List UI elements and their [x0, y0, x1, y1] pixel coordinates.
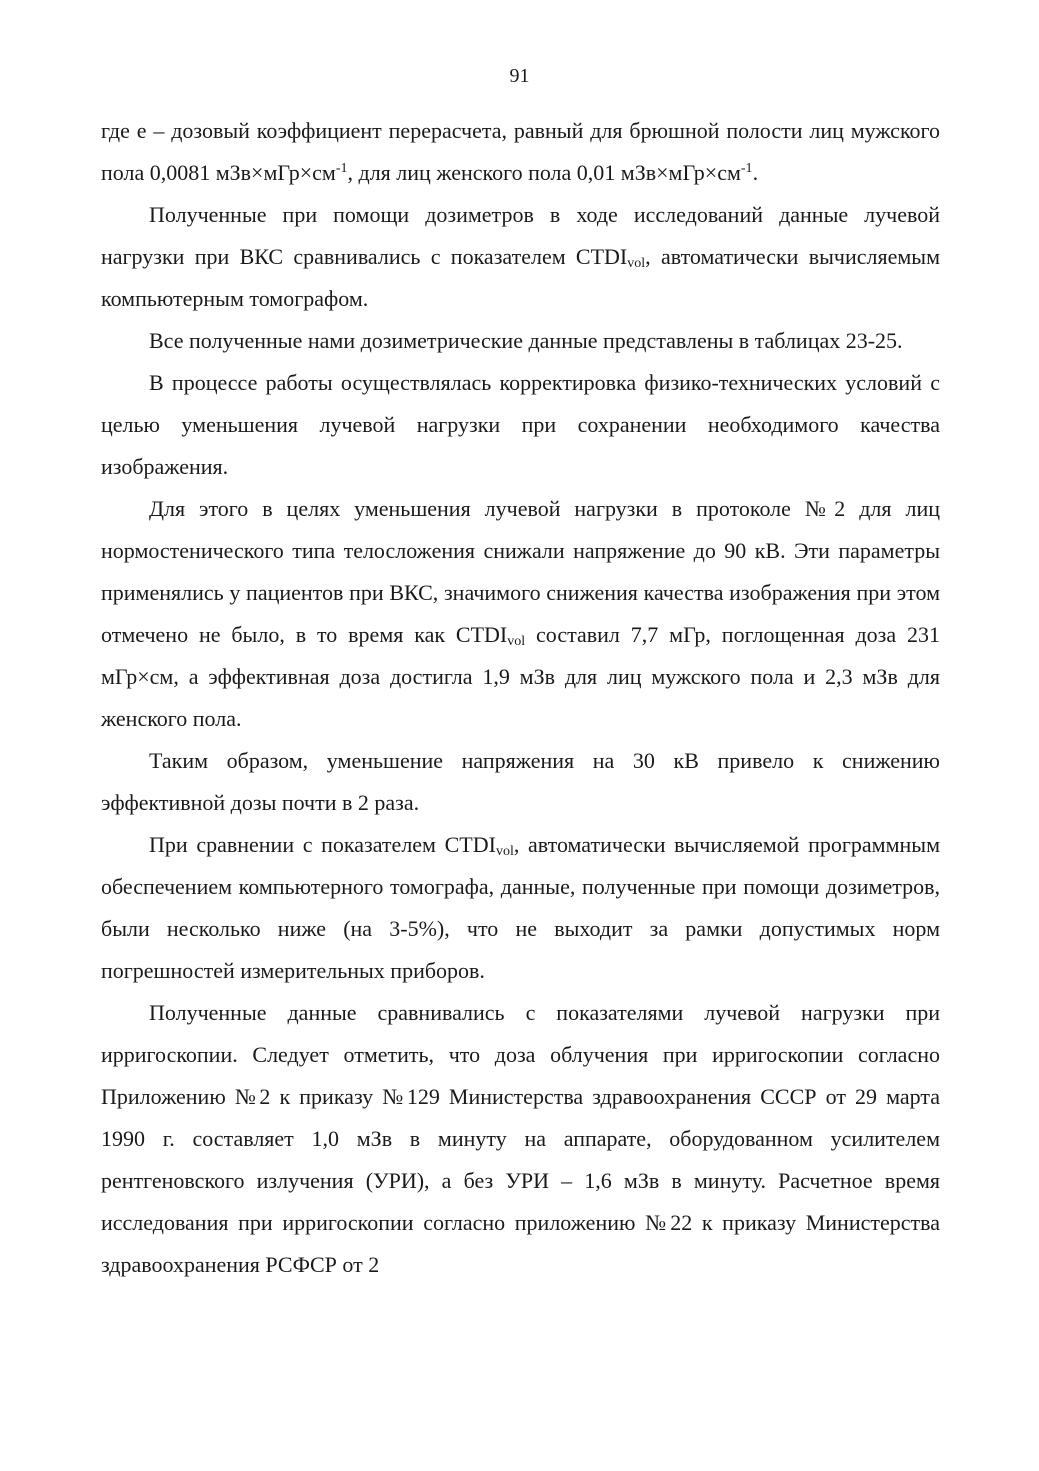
paragraph-dosimeter-comparison	[101, 194, 940, 320]
dosimeter-text-b: , автоматически вычисляемым компьютерным томографом.	[101, 244, 940, 311]
paragraph-ctdi-comparison	[101, 824, 940, 992]
ctdi-comparison-text-a: При сравнении с показателем CTDI	[149, 832, 496, 857]
voltage-text-b: составил 7,7 мГр, поглощенная доза 231 мГр×см, а эффективная доза достигла 1,9 мЗв для лиц мужского пола и 2,3 мЗв для женского пола.	[101, 622, 940, 731]
paragraph-dose-reduction-result: Таким образом, уменьшение напряжения на 30 кВ привело к снижению эффективной дозы почти в 2 раза.	[101, 748, 940, 815]
paragraph-parameter-correction: В процессе работы осуществлялась корректировка физико-технических условий с целью уменьшения лучевой нагрузки при сохранении необходимого качества изображения.	[101, 370, 940, 479]
document-body	[101, 110, 940, 1286]
ctdi-comparison-text-b: , автоматически вычисляемой программным обеспечением компьютерного томографа, данные, полученные при помощи дозиметров, были несколько ниже (на 3-5%), что не выходит за рамки допустимых норм погрешностей измерительных приборов.	[101, 832, 940, 983]
paragraph-irrigoscopy-comparison: Полученные данные сравнивались с показателями лучевой нагрузки при ирригоскопии. Следует отметить, что доза облучения при ирригоскопии согласно Приложению №2 к приказу №129 Министерства здравоохранения СССР от 29 марта 1990 г. составляет 1,0 мЗв в минуту на аппарате, оборудованном усилителем рентгеновского излучения (УРИ), а без УРИ – 1,6 мЗв в минуту. Расчетное время исследования при ирригоскопии согласно приложению №22 к приказу Министерства здравоохранения РСФСР от 2	[101, 1000, 940, 1277]
ctdi-subscript: vol	[627, 256, 646, 271]
dosimeter-text-a: Полученные при помощи дозиметров в ходе исследований данные лучевой нагрузки при ВКС сравнивались с показателем CTDI	[101, 202, 940, 269]
dose-coefficient-text-a: где е – дозовый коэффициент перерасчета, равный для брюшной полости лиц мужского пола 0,0081 мЗв×мГр×см	[101, 118, 940, 185]
paragraph-tables-reference: Все полученные нами дозиметрические данные представлены в таблицах 23-25.	[149, 328, 903, 353]
ctdi-subscript: vol	[507, 634, 526, 649]
voltage-text-a: Для этого в целях уменьшения лучевой нагрузки в протоколе №2 для лиц нормостенического типа телосложения снижали напряжение до 90 кВ. Эти параметры применялись у пациентов при ВКС, значимого снижения качества изображения при этом отмечено не было, в то время как CTDI	[101, 496, 940, 647]
ctdi-subscript: vol	[495, 844, 514, 859]
unit-exponent: -1	[335, 161, 348, 176]
dose-coefficient-text-c: .	[752, 160, 759, 185]
unit-exponent: -1	[740, 161, 753, 176]
paragraph-voltage-reduction	[101, 488, 940, 740]
paragraph-dose-coefficient	[101, 110, 940, 194]
page-number: 91	[509, 65, 530, 87]
dose-coefficient-text-b: , для лиц женского пола 0,01 мЗв×мГр×см	[347, 160, 741, 185]
